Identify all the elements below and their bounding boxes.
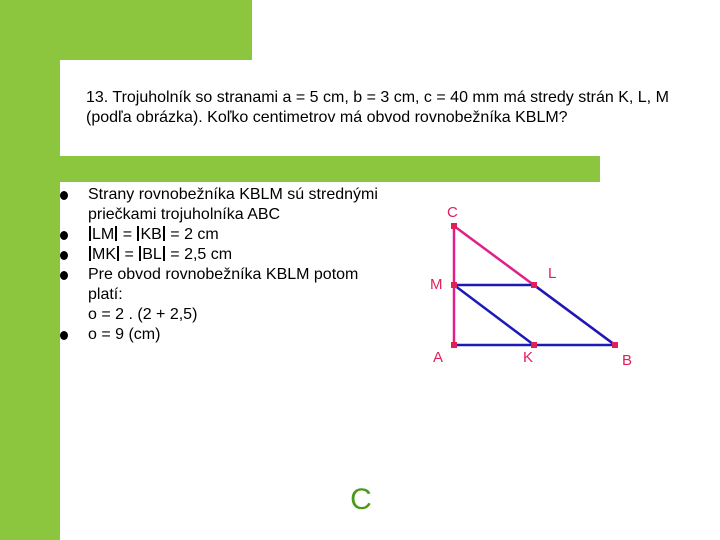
equals-sign: = xyxy=(124,246,134,263)
label-a: A xyxy=(433,349,444,366)
segment-label: LM xyxy=(92,226,115,243)
abs-bar-icon xyxy=(89,226,91,241)
segment-value: = 2,5 cm xyxy=(170,246,233,263)
point-m xyxy=(451,282,457,288)
triangle-figure xyxy=(420,195,650,375)
bullet-text: Strany rovnobežníka KBLM sú strednými priečkami trojuholníka ABC xyxy=(88,186,378,223)
segment-label: BL xyxy=(142,246,162,263)
segment-value: = 2 cm xyxy=(170,226,219,243)
list-item xyxy=(60,265,380,325)
list-item xyxy=(60,325,380,345)
abs-bar-icon xyxy=(163,226,165,241)
abs-bar-icon xyxy=(139,246,141,261)
solution-list xyxy=(60,185,380,345)
equals-sign: = xyxy=(122,226,133,243)
point-k xyxy=(531,342,537,348)
abs-bar-icon xyxy=(117,246,119,261)
point-a xyxy=(451,342,457,348)
label-k: K xyxy=(523,349,534,366)
parallelogram-kblm xyxy=(454,285,615,345)
bullet-icon xyxy=(60,251,68,260)
point-b xyxy=(612,342,618,348)
abs-bar-icon xyxy=(115,226,117,241)
bullet-icon xyxy=(60,271,68,280)
point-l xyxy=(531,282,537,288)
segment-label: KB xyxy=(140,226,162,243)
abs-bar-icon xyxy=(163,246,165,261)
bullet-icon xyxy=(60,231,68,240)
abs-bar-icon xyxy=(89,246,91,261)
label-m: M xyxy=(430,276,443,293)
question-text: 13. Trojuholník so stranami a = 5 cm, b = 3 cm, c = 40 mm má stredy strán K, L, M (podľa obrázka). Koľko centimetrov má obvod rovnobežníka KBLM? xyxy=(86,89,669,126)
green-left-band xyxy=(0,0,60,540)
green-divider-bar xyxy=(0,156,600,182)
label-l: L xyxy=(548,265,557,282)
list-item xyxy=(60,185,380,225)
segment-mk xyxy=(454,285,534,345)
perimeter-formula: o = 2 . (2 + 2,5) xyxy=(88,306,198,323)
bullet-icon xyxy=(60,191,68,200)
list-item xyxy=(60,245,380,265)
list-item xyxy=(60,225,380,245)
label-c: C xyxy=(447,204,458,221)
bullet-text: Pre obvod rovnobežníka KBLM potom platí: xyxy=(88,266,359,303)
perimeter-result: o = 9 (cm) xyxy=(88,326,161,343)
bullet-icon xyxy=(60,331,68,340)
point-c xyxy=(451,223,457,229)
segment-lb xyxy=(534,285,615,345)
segment-label: MK xyxy=(92,246,116,263)
slide-answer-letter: C xyxy=(350,483,372,516)
label-b: B xyxy=(622,352,633,369)
